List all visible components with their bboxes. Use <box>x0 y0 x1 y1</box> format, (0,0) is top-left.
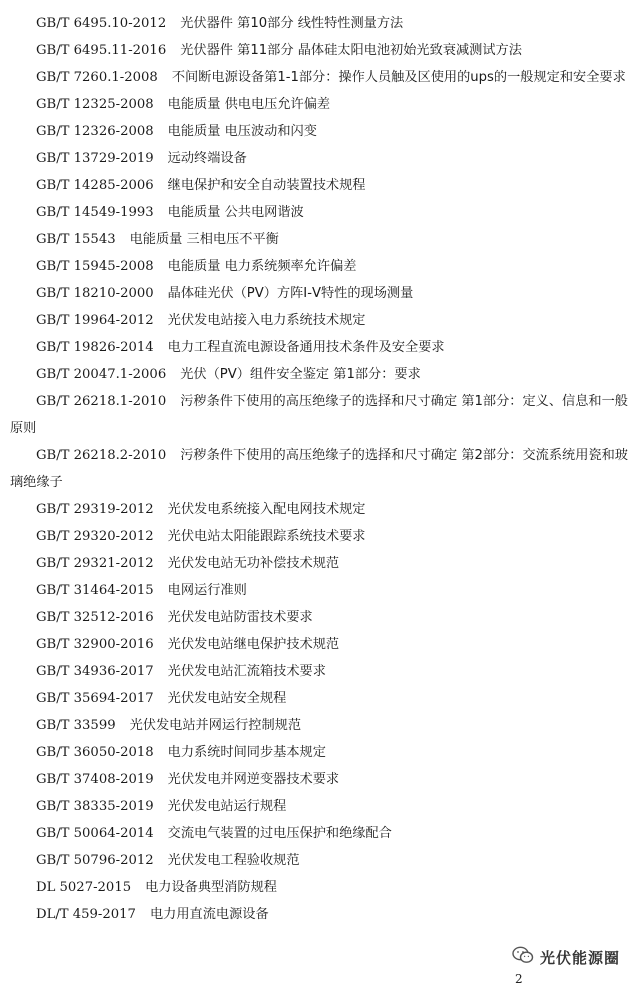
standard-title: 光伏发电站无功补偿技术规范 <box>167 556 340 571</box>
standard-code: DL/T 459-2017 <box>36 907 136 922</box>
standard-entry <box>0 658 644 685</box>
standard-title: 光伏发电站防雷技术要求 <box>167 610 313 625</box>
standard-entry <box>0 118 644 145</box>
standard-code: GB/T 26218.1-2010 <box>36 394 167 409</box>
standard-code: GB/T 35694-2017 <box>36 691 154 706</box>
standard-code: GB/T 19826-2014 <box>36 340 154 355</box>
standard-entry <box>0 766 644 793</box>
standard-entry <box>0 523 644 550</box>
standard-code: GB/T 7260.1-2008 <box>36 70 158 85</box>
page-number: 2 <box>515 972 523 986</box>
standard-code: GB/T 38335-2019 <box>36 799 154 814</box>
standard-title: 电网运行准则 <box>167 583 247 598</box>
standard-code: GB/T 29319-2012 <box>36 502 154 517</box>
standard-title: 电能质量 公共电网谐波 <box>167 205 304 220</box>
standard-code: GB/T 20047.1-2006 <box>36 367 167 382</box>
standard-entry <box>0 901 644 928</box>
standard-title: 电能质量 供电电压允许偏差 <box>167 97 331 112</box>
standard-code: GB/T 50064-2014 <box>36 826 154 841</box>
standard-entry <box>0 874 644 901</box>
standard-code: GB/T 19964-2012 <box>36 313 154 328</box>
standard-code: GB/T 32512-2016 <box>36 610 154 625</box>
standard-code: GB/T 18210-2000 <box>36 286 154 301</box>
standard-entry <box>0 199 644 226</box>
standard-code: GB/T 14549-1993 <box>36 205 154 220</box>
standard-title: 交流电气装置的过电压保护和绝缘配合 <box>167 826 392 841</box>
standard-title: 光伏器件 第10部分 线性特性测量方法 <box>180 16 404 31</box>
standard-title: 不间断电源设备第1-1部分：操作人员触及区使用的ups的一般规定和安全要求 <box>171 70 626 85</box>
watermark-text: 光伏能源圈 <box>539 948 620 967</box>
standard-entry <box>0 334 644 361</box>
standard-entry <box>0 226 644 253</box>
wechat-icon <box>512 946 534 968</box>
standard-code: GB/T 15945-2008 <box>36 259 154 274</box>
standard-entry <box>0 307 644 334</box>
standard-title: 污秽条件下使用的高压绝缘子的选择和尺寸确定 第2部分：交流系统用瓷和玻璃绝缘子 <box>10 448 628 490</box>
standard-entry <box>0 172 644 199</box>
standard-code: GB/T 26218.2-2010 <box>36 448 167 463</box>
standard-entry <box>0 361 644 388</box>
standard-title: 电力工程直流电源设备通用技术条件及安全要求 <box>167 340 445 355</box>
standard-title: 光伏发电并网逆变器技术要求 <box>167 772 340 787</box>
standard-code: GB/T 29321-2012 <box>36 556 154 571</box>
standard-entry <box>0 388 644 442</box>
standard-code: GB/T 12325-2008 <box>36 97 154 112</box>
standard-code: GB/T 29320-2012 <box>36 529 154 544</box>
standard-title: 电力设备典型消防规程 <box>145 880 277 895</box>
standard-title: 电力用直流电源设备 <box>149 907 269 922</box>
standard-entry <box>0 253 644 280</box>
standard-code: GB/T 32900-2016 <box>36 637 154 652</box>
standard-entry <box>0 550 644 577</box>
standards-list <box>0 10 644 928</box>
standard-entry <box>0 91 644 118</box>
standard-entry <box>0 10 644 37</box>
standard-title: 污秽条件下使用的高压绝缘子的选择和尺寸确定 第1部分：定义、信息和一般原则 <box>10 394 628 436</box>
watermark <box>512 946 620 968</box>
standard-entry <box>0 712 644 739</box>
standard-entry <box>0 685 644 712</box>
standard-entry <box>0 496 644 523</box>
standard-entry <box>0 64 644 91</box>
standard-entry <box>0 442 644 496</box>
standard-entry <box>0 631 644 658</box>
standard-entry <box>0 739 644 766</box>
standard-entry <box>0 793 644 820</box>
standard-code: GB/T 12326-2008 <box>36 124 154 139</box>
standard-title: 光伏发电站汇流箱技术要求 <box>167 664 326 679</box>
standard-title: 电力系统时间同步基本规定 <box>167 745 326 760</box>
standard-code: GB/T 50796-2012 <box>36 853 154 868</box>
standard-entry <box>0 280 644 307</box>
standard-code: GB/T 13729-2019 <box>36 151 154 166</box>
standard-code: GB/T 6495.10-2012 <box>36 16 167 31</box>
standard-entry <box>0 145 644 172</box>
standard-title: 光伏电站太阳能跟踪系统技术要求 <box>167 529 366 544</box>
standard-title: 光伏发电站并网运行控制规范 <box>129 718 302 733</box>
standard-code: GB/T 6495.11-2016 <box>36 43 167 58</box>
standard-code: GB/T 36050-2018 <box>36 745 154 760</box>
standard-title: 远动终端设备 <box>167 151 247 166</box>
standard-code: GB/T 34936-2017 <box>36 664 154 679</box>
standard-code: DL 5027-2015 <box>36 880 132 895</box>
standard-entry <box>0 604 644 631</box>
standard-title: 光伏发电站继电保护技术规范 <box>167 637 340 652</box>
standard-title: 光伏发电系统接入配电网技术规定 <box>167 502 366 517</box>
standard-title: 光伏发电站接入电力系统技术规定 <box>167 313 366 328</box>
standard-code: GB/T 15543 <box>36 232 116 247</box>
standard-code: GB/T 14285-2006 <box>36 178 154 193</box>
standard-title: 电能质量 电压波动和闪变 <box>167 124 317 139</box>
standard-title: 电能质量 三相电压不平衡 <box>129 232 279 247</box>
standard-title: 晶体硅光伏（PV）方阵Ⅰ-Ⅴ特性的现场测量 <box>167 286 414 301</box>
standard-title: 继电保护和安全自动装置技术规程 <box>167 178 366 193</box>
standard-entry <box>0 577 644 604</box>
standard-title: 光伏（PV）组件安全鉴定 第1部分：要求 <box>180 367 421 382</box>
standard-title: 光伏发电站安全规程 <box>167 691 287 706</box>
standard-title: 光伏发电站运行规程 <box>167 799 287 814</box>
standard-entry <box>0 37 644 64</box>
standard-entry <box>0 820 644 847</box>
standard-code: GB/T 37408-2019 <box>36 772 154 787</box>
standard-entry <box>0 847 644 874</box>
standard-code: GB/T 33599 <box>36 718 116 733</box>
standard-title: 电能质量 电力系统频率允许偏差 <box>167 259 357 274</box>
standard-code: GB/T 31464-2015 <box>36 583 154 598</box>
standard-title: 光伏发电工程验收规范 <box>167 853 300 868</box>
standard-title: 光伏器件 第11部分 晶体硅太阳电池初始光致衰减测试方法 <box>180 43 522 58</box>
